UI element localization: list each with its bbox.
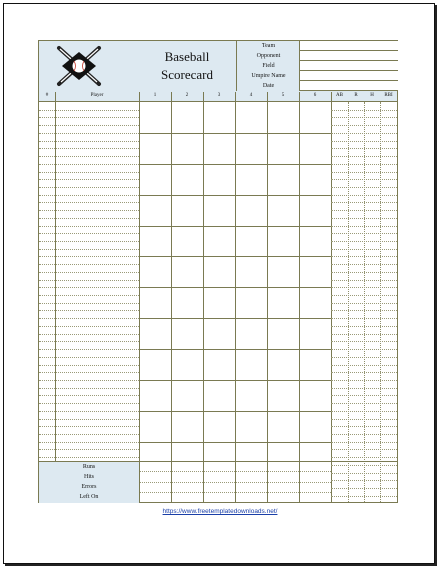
stat-row-line [331,141,397,142]
stat-row-line [331,226,397,227]
stat-row-line [331,426,397,427]
stat-row-line [331,133,397,134]
player-row-line [39,256,139,257]
scorecard-sheet [38,40,398,503]
player-row-line [39,318,139,319]
stat-row-line [331,465,397,466]
player-row-line [39,226,139,227]
player-row-line [39,287,139,288]
stat-row-line [331,156,397,157]
stat-row-line [331,287,397,288]
stat-row-line [331,195,397,196]
stat-row-line [331,349,397,350]
team-blank[interactable] [300,41,398,51]
grid-column-divider [203,92,204,502]
totals-row-line [139,471,331,472]
col-inning-5-header: 5 [267,91,299,102]
player-row-line [39,403,139,404]
player-row-line [39,241,139,242]
stat-row-line [331,449,397,450]
stat-row-line [331,218,397,219]
title-line-2: Scorecard [161,67,213,82]
stat-row-line [331,318,397,319]
stat-row-line [331,148,397,149]
template-source-link[interactable]: https://www.freetemplatedownloads.net/ [162,508,278,515]
player-row-line [39,388,139,389]
stat-row-line [331,341,397,342]
inning-block-line [139,349,331,350]
player-row-line [39,357,139,358]
player-row-line [39,249,139,250]
col-number-header: # [39,91,55,102]
inning-block-line [139,195,331,196]
stat-row-line [331,210,397,211]
player-row-line [39,272,139,273]
player-row-line [39,341,139,342]
stat-row-line [331,357,397,358]
col-inning-6-header: 6 [299,91,331,102]
stat-row-line [331,241,397,242]
total-hits-label: Hits [83,474,94,480]
player-row-line [39,426,139,427]
stat-row-line [331,233,397,234]
player-row-line [39,133,139,134]
player-row-line [39,141,139,142]
stat-row-line [331,488,397,489]
total-runs-label: Runs [82,464,96,470]
player-row-line [39,411,139,412]
player-row-line [39,380,139,381]
totals-top-line [139,461,397,462]
stat-row-line [331,334,397,335]
col-ab-header: AB [331,91,348,102]
umpire-name-label: Umpire Name [251,73,286,79]
stat-row-line [331,395,397,396]
player-row-line [39,419,139,420]
stat-row-line [331,249,397,250]
stat-row-line [331,179,397,180]
col-player-header: Player [55,91,139,102]
player-row-line [39,280,139,281]
col-r-header: R [348,91,364,102]
grid-column-divider [267,92,268,502]
stat-row-line [331,372,397,373]
player-row-line [39,334,139,335]
player-row-line [39,202,139,203]
player-row-line [39,233,139,234]
stat-row-line [331,272,397,273]
player-row-line [39,210,139,211]
player-row-line [39,195,139,196]
crossed-bats-baseball-icon [53,44,105,88]
stat-row-line [331,457,397,458]
player-row-line [39,179,139,180]
stat-row-line [331,473,397,474]
stat-row-line [331,110,397,111]
player-row-line [39,395,139,396]
col-inning-1-header: 1 [139,91,171,102]
player-row-line [39,365,139,366]
date-label: Date [262,83,275,89]
stat-row-line [331,117,397,118]
player-row-line [39,264,139,265]
stat-row-line [331,125,397,126]
stat-row-line [331,326,397,327]
stat-row-line [331,419,397,420]
stat-row-line [331,202,397,203]
grid-column-divider [171,92,172,502]
player-row-line [39,125,139,126]
col-inning-2-header: 2 [171,91,203,102]
col-rbi-header: RBI [380,91,397,102]
player-row-line [39,372,139,373]
field-label: Field [262,63,275,69]
grid-column-divider [139,92,140,502]
stat-row-line [331,280,397,281]
stat-row-line [331,380,397,381]
grid-column-divider [299,92,300,502]
info-field-labels [236,41,300,91]
player-row-line [39,449,139,450]
player-row-line [39,442,139,443]
totals-row-line [139,492,331,493]
player-row-line [39,187,139,188]
totals-block [39,461,140,503]
inning-block-line [139,318,331,319]
stat-row-line [331,434,397,435]
player-row-line [39,117,139,118]
player-row-line [39,457,139,458]
title-line-1: Baseball [164,49,210,64]
totals-row-line [139,482,331,483]
inning-block-line [139,287,331,288]
inning-block-line [139,256,331,257]
inning-block-line [139,133,331,134]
player-row-line [39,156,139,157]
team-label: Team [261,43,276,49]
stat-row-line [331,295,397,296]
inning-block-line [139,442,331,443]
inning-block-line [139,411,331,412]
opponent-blank[interactable] [300,51,398,61]
inning-block-line [139,380,331,381]
stat-row-line [331,442,397,443]
stat-row-line [331,172,397,173]
stat-row-line [331,256,397,257]
col-inning-4-header: 4 [235,91,267,102]
player-row-line [39,326,139,327]
player-row-line [39,218,139,219]
grid-column-divider [235,92,236,502]
inning-block-line [139,164,331,165]
opponent-label: Opponent [256,53,281,59]
stat-row-line [331,496,397,497]
stat-row-line [331,187,397,188]
scorecard-header [39,41,397,92]
player-row-line [39,295,139,296]
total-left-on-label: Left On [79,494,99,500]
inning-block-line [139,226,331,227]
umpire-name-blank[interactable] [300,71,398,81]
stat-row-line [331,310,397,311]
info-field-blanks [299,41,398,91]
field-blank[interactable] [300,61,398,71]
stat-row-line [331,164,397,165]
col-h-header: H [364,91,380,102]
total-errors-label: Errors [81,484,97,490]
player-row-line [39,310,139,311]
player-row-line [39,434,139,435]
player-row-line [39,172,139,173]
stat-row-line [331,411,397,412]
player-row-line [39,164,139,165]
stat-row-line [331,480,397,481]
stat-row-line [331,388,397,389]
grid-column-divider [331,92,332,502]
player-row-line [39,303,139,304]
stat-row-line [331,365,397,366]
player-row-line [39,110,139,111]
player-row-line [39,148,139,149]
stat-row-line [331,264,397,265]
date-blank[interactable] [300,81,398,91]
stat-row-line [331,403,397,404]
grid-column-divider [55,92,56,502]
col-inning-3-header: 3 [203,91,235,102]
stat-row-line [331,303,397,304]
player-row-line [39,349,139,350]
